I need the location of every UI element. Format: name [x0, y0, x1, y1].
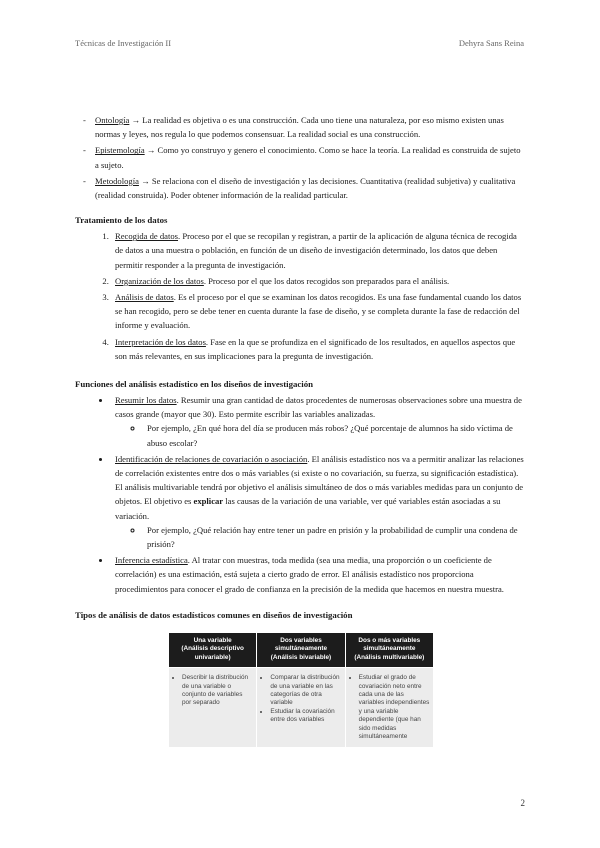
header-subtitle: (Análisis bivariable) [270, 653, 332, 661]
functions-list [75, 393, 525, 596]
list-item [111, 335, 525, 363]
cell-bullet: • Describir la distribución de una variable o conjunto de variables por separado [182, 674, 253, 708]
functions-heading: Funciones del análisis estadístico en los diseños de investigación [75, 379, 314, 390]
sub-list [115, 421, 525, 449]
header-left: Técnicas de Investigación II [75, 38, 172, 48]
function-emphasis: explicar [193, 496, 224, 507]
header-title: Dos o más variables simultáneamente [358, 636, 421, 653]
page-content [75, 113, 525, 748]
treatment-list [75, 229, 525, 363]
list-item [111, 229, 525, 272]
page-number: 2 [520, 798, 525, 808]
table-cell [169, 668, 257, 748]
treatment-term: Interpretación de los datos [115, 336, 206, 347]
definitions-list [75, 113, 525, 202]
definition-text: → Se relaciona con el diseño de investigación y las decisiones. Cuantitativa (realidad subjetiva) y cualitativa (realidad construida). Poder obtener información de la realidad particular. [95, 175, 516, 201]
header-subtitle: (Análisis descriptivo univariable) [181, 645, 244, 661]
treatment-term: Organización de los datos [115, 275, 204, 286]
definition-term: Epistemología [95, 145, 145, 156]
treatment-term: Recogida de datos [115, 231, 179, 242]
function-term: Identificación de relaciones de covariación o asociación [115, 453, 308, 464]
list-item [95, 143, 525, 171]
header-subtitle: (Análisis multivariable) [354, 653, 425, 661]
table-cell [257, 668, 345, 748]
list-item [111, 274, 525, 288]
list-item [111, 290, 525, 333]
header-right: Dehyra Sans Reina [458, 38, 524, 48]
cell-bullet: • Estudiar el grado de covariación neto entre cada una de las variables independientes y una variable dependiente (que han sido medidas simultáneamente [359, 674, 430, 741]
header-title: Una variable [193, 636, 232, 644]
definition-term: Ontología [95, 115, 130, 125]
treatment-text: . Fase en la que se profundiza en el significado de los resultados, en aquellos aspectos que son más relevantes, en sus implicaciones para la pregunta de investigación. [115, 336, 516, 361]
function-text: . El análisis estadístico nos va a permitir analizar las relaciones de correlación existentes entre dos o más variables (si existe o no covariación, su fuerza, su significación estadística). El análisis multivariable tendrá por objetivo el análisis simultáneo de dos o más variables medidas para un conjunto de objetos. El objetivo es [115, 453, 524, 507]
function-text: . Resumir una gran cantidad de datos procedentes de numerosas observaciones sobre una muestra de casos grande (mayor que 30). Esto permite escribir las variables analizadas. [115, 395, 522, 420]
table-cell [345, 668, 433, 748]
cell-bullet: • Estudiar la covariación entre dos variables [270, 708, 341, 725]
table-header-cell [257, 632, 345, 667]
treatment-term: Análisis de datos [115, 292, 174, 303]
function-term: Inferencia estadística [115, 555, 188, 566]
treatment-text: . Es el proceso por el que se examinan los datos recogidos. Es una fase fundamental cuando los datos se han recogido, pero se debe tener en cuenta durante la fase de diseño, y se completa durante la fase de redacción del informe y evaluación. [115, 292, 522, 331]
cell-bullet: • Comparar la distribución de una variable en las categorías de otra variable [270, 674, 341, 708]
treatment-text: . Proceso por el que los datos recogidos son preparados para el análisis. [203, 275, 450, 286]
list-item [111, 452, 525, 551]
list-item [95, 113, 525, 141]
table-row [169, 668, 434, 748]
treatment-heading: Tratamiento de los datos [75, 215, 168, 226]
table-header-cell [169, 632, 257, 667]
sub-list [115, 523, 525, 551]
sub-list-item: ◦ Por ejemplo, ¿Qué relación hay entre tener un padre en prisión y la probabilidad de cumplir una condena de prisión? [143, 523, 525, 551]
function-term: Resumir los datos [115, 395, 177, 406]
tipos-table [168, 632, 434, 748]
definition-text: → La realidad es objetiva o es una construcción. Cada uno tiene una naturaleza, por eso mismo existen unas normas y leyes, nos regula lo que podemos consensuar. La realidad social es una construcción. [95, 115, 504, 140]
definition-text: → Como yo construyo y genero el conocimiento. Como se hace la teoría. La realidad es construida de sujeto a sujeto. [95, 145, 521, 170]
treatment-text: . Proceso por el que se recopilan y registran, a partir de la aplicación de alguna técnica de recogida de datos a una muestra o población, en función de un diseño de investigación determinado, los datos que deben permitir responder a la pregunta de investigación. [115, 231, 517, 270]
header-title: Dos variables simultáneamente [274, 636, 328, 653]
tipos-heading: Tipos de análisis de datos estadísticos comunes en diseños de investigación [75, 609, 353, 620]
definition-term: Metodología [95, 175, 139, 186]
list-item [111, 553, 525, 596]
list-item [111, 393, 525, 450]
function-text: las causas de la variación de una variable, ver qué variables están asociadas a su variación. [115, 496, 501, 521]
table-header-cell [345, 632, 433, 667]
function-text: . Al tratar con muestras, toda medida (sea una media, una proporción o un coeficiente de correlación) es una estimación, está sujeta a cierto grado de error. El análisis estadístico nos proporciona procedimientos para conocer el grado de confianza en la precisión de la medida que hacemos en nuestra muestra. [115, 555, 504, 594]
list-item [95, 174, 525, 202]
table-header-row [169, 632, 434, 667]
sub-list-item: ◦ Por ejemplo, ¿En qué hora del día se producen más robos? ¿Qué porcentaje de alumnos ha sido víctima de abuso escolar? [143, 421, 525, 449]
